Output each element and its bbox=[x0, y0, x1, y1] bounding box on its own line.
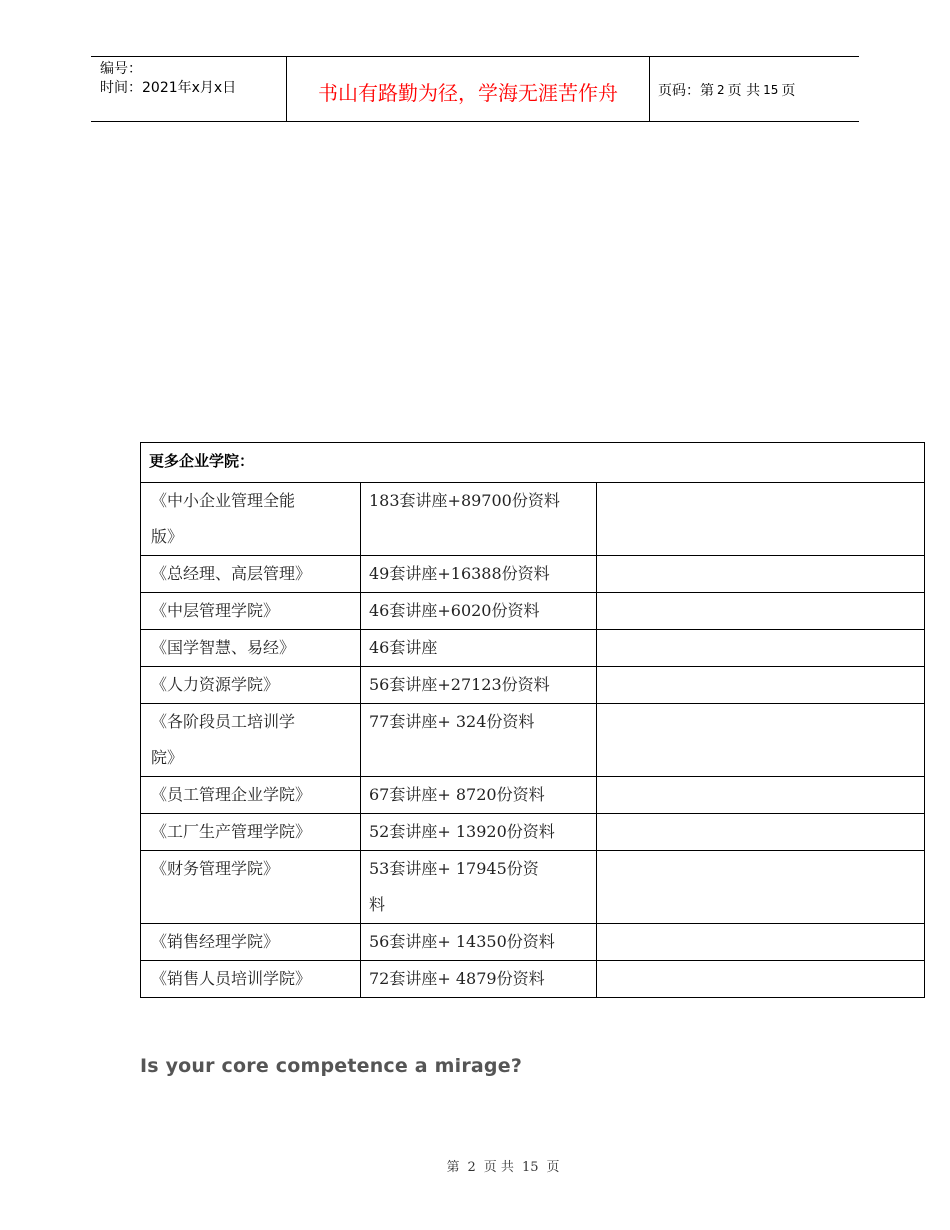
empty-cell bbox=[597, 593, 925, 630]
academy-name bbox=[141, 777, 361, 814]
footer-mid: 页 共 bbox=[483, 1160, 514, 1175]
table-row bbox=[141, 851, 925, 924]
academy-name bbox=[141, 630, 361, 667]
academy-name bbox=[141, 924, 361, 961]
empty-cell bbox=[597, 483, 925, 556]
academy-contents bbox=[361, 777, 597, 814]
academy-contents-line: 49套讲座+16388份资料 bbox=[369, 564, 550, 583]
empty-cell bbox=[597, 556, 925, 593]
academy-name bbox=[141, 593, 361, 630]
footer-total: 15 bbox=[521, 1160, 539, 1175]
academy-name-line: 《销售人员培训学院》 bbox=[151, 969, 312, 988]
table-title-row bbox=[141, 443, 925, 483]
academy-contents-line: 56套讲座+27123份资料 bbox=[369, 675, 550, 694]
academy-name-line: 《销售经理学院》 bbox=[151, 932, 280, 951]
empty-cell bbox=[597, 851, 925, 924]
academy-name bbox=[141, 814, 361, 851]
academy-table bbox=[140, 442, 925, 998]
academy-name-line: 《各阶段员工培训学 bbox=[151, 712, 296, 731]
header-page-number bbox=[650, 57, 859, 121]
table-row bbox=[141, 593, 925, 630]
table-row bbox=[141, 777, 925, 814]
academy-contents-line: 56套讲座+ 14350份资料 bbox=[369, 932, 555, 951]
empty-cell bbox=[597, 630, 925, 667]
number-label: 编号： bbox=[100, 61, 142, 77]
academy-contents bbox=[361, 667, 597, 704]
footer-suffix: 页 bbox=[546, 1160, 560, 1175]
academy-name bbox=[141, 961, 361, 998]
academy-contents bbox=[361, 483, 597, 556]
table-row bbox=[141, 924, 925, 961]
academy-contents bbox=[361, 924, 597, 961]
table-row bbox=[141, 961, 925, 998]
academy-contents bbox=[361, 593, 597, 630]
academy-name bbox=[141, 704, 361, 777]
academy-contents bbox=[361, 704, 597, 777]
table-row bbox=[141, 704, 925, 777]
academy-name bbox=[141, 851, 361, 924]
academy-name-line: 院》 bbox=[151, 748, 184, 767]
empty-cell bbox=[597, 704, 925, 777]
page-header bbox=[91, 56, 859, 122]
header-page-prefix: 页码：第 bbox=[658, 83, 714, 99]
academy-contents-line: 53套讲座+ 17945份资 bbox=[369, 859, 539, 878]
academy-name-line: 《人力资源学院》 bbox=[151, 675, 280, 694]
time-label: 时间：2021年x月x日 bbox=[100, 80, 237, 96]
header-info-cell bbox=[91, 57, 287, 121]
empty-cell bbox=[597, 667, 925, 704]
section-heading: Is your core competence a mirage? bbox=[140, 1055, 523, 1077]
academy-contents-line: 183套讲座+89700份资料 bbox=[369, 491, 560, 510]
academy-name-line: 《中小企业管理全能 bbox=[151, 491, 296, 510]
table-row bbox=[141, 630, 925, 667]
table-row bbox=[141, 667, 925, 704]
header-page-mid: 页 共 bbox=[727, 83, 761, 99]
academy-contents-line: 52套讲座+ 13920份资料 bbox=[369, 822, 555, 841]
empty-cell bbox=[597, 777, 925, 814]
academy-contents-line: 67套讲座+ 8720份资料 bbox=[369, 785, 545, 804]
academy-contents bbox=[361, 630, 597, 667]
empty-cell bbox=[597, 961, 925, 998]
footer-current: 2 bbox=[467, 1160, 476, 1175]
page-footer bbox=[0, 1156, 950, 1175]
academy-contents bbox=[361, 556, 597, 593]
academy-name bbox=[141, 483, 361, 556]
academy-name-line: 《工厂生产管理学院》 bbox=[151, 822, 312, 841]
table-row bbox=[141, 483, 925, 556]
header-motto: 书山有路勤为径，学海无涯苦作舟 bbox=[287, 57, 650, 121]
academy-contents bbox=[361, 961, 597, 998]
empty-cell bbox=[597, 924, 925, 961]
academy-name-line: 《员工管理企业学院》 bbox=[151, 785, 312, 804]
academy-contents bbox=[361, 814, 597, 851]
empty-cell bbox=[597, 814, 925, 851]
academy-name bbox=[141, 556, 361, 593]
header-page-total: 15 bbox=[763, 83, 779, 97]
academy-name-line: 《财务管理学院》 bbox=[151, 859, 280, 878]
academy-name bbox=[141, 667, 361, 704]
header-page-current: 2 bbox=[717, 83, 725, 97]
table-title: 更多企业学院： bbox=[141, 443, 925, 483]
table-row bbox=[141, 556, 925, 593]
footer-prefix: 第 bbox=[446, 1160, 460, 1175]
header-page-suffix: 页 bbox=[781, 83, 796, 99]
academy-name-line: 《国学智慧、易经》 bbox=[151, 638, 296, 657]
academy-contents-line: 46套讲座 bbox=[369, 638, 438, 657]
academy-name-line: 《中层管理学院》 bbox=[151, 601, 280, 620]
academy-name-line: 《总经理、高层管理》 bbox=[151, 564, 312, 583]
table-row bbox=[141, 814, 925, 851]
academy-name-line: 版》 bbox=[151, 527, 184, 546]
academy-contents bbox=[361, 851, 597, 924]
academy-contents-line: 46套讲座+6020份资料 bbox=[369, 601, 540, 620]
academy-contents-line: 72套讲座+ 4879份资料 bbox=[369, 969, 545, 988]
academy-contents-line: 料 bbox=[369, 895, 386, 914]
academy-contents-line: 77套讲座+ 324份资料 bbox=[369, 712, 535, 731]
